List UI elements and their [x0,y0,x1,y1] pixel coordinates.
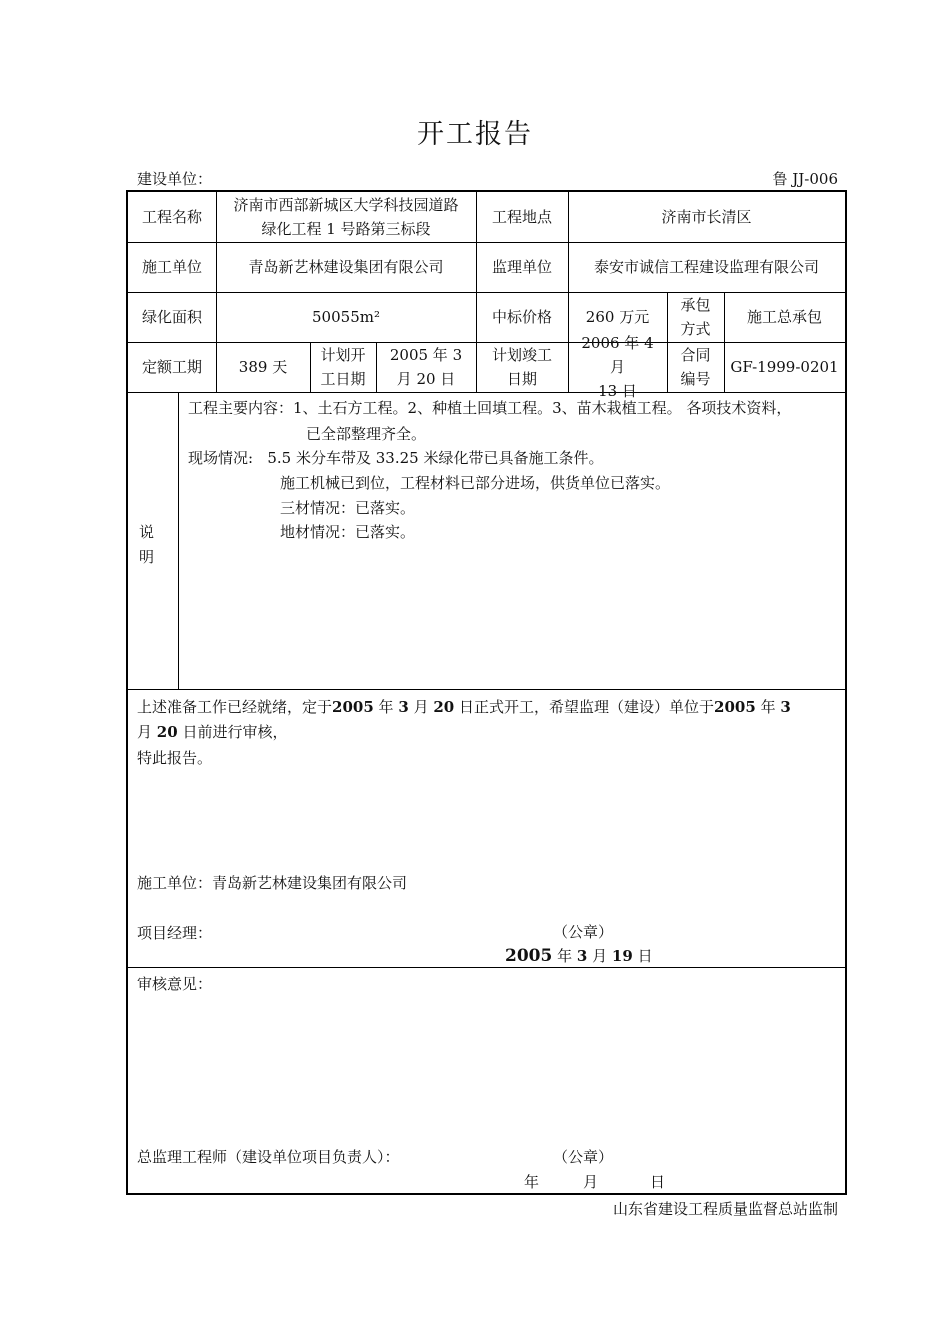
contractor-value: 青岛新艺林建设集团有限公司 [248,258,444,276]
notes-site-3: 三材情况：已落实。 [280,499,416,517]
report-text: 日前进行审核， [182,723,288,741]
report-text: 年 [378,698,394,716]
plan-start-label [310,342,376,392]
report-statement-line1 [137,695,791,719]
location-label: 工程地点 [491,208,552,226]
contract-type-label-1: 承包 [680,296,711,314]
report-month: 3 [780,698,791,716]
document-title: 开工报告 [417,119,533,150]
contract-no-label [667,342,724,392]
plan-end-label-2: 日期 [506,370,537,388]
report-text: 月 [413,698,429,716]
review-date-month: 月 [583,1173,599,1191]
report-closing: 特此报告。 [137,749,213,767]
report-date [505,944,653,968]
plan-start-value-2: 月 20 日 [396,370,456,388]
area-label: 绿化面积 [141,308,202,326]
section-divider [128,689,845,690]
plan-start-value [376,342,476,392]
form-code: 鲁 JJ-006 [772,170,838,188]
project-manager-label: 项目经理： [137,924,213,942]
report-day: 20 [156,723,178,741]
report-statement-line2 [137,720,287,744]
contractor-label: 施工单位 [141,258,202,276]
contract-no-label-1: 合同 [680,346,711,364]
notes-label-2: 明 [139,548,155,566]
notes-main-content-cont: 已全部整理齐全。 [306,425,427,443]
footer-issuer: 山东省建设工程质量监督总站监制 [612,1200,838,1218]
contract-no-label-2: 编号 [680,370,711,388]
review-date-year: 年 [524,1173,540,1191]
report-text: 年 [760,698,776,716]
col-divider [178,392,179,689]
contract-type-label [667,292,724,342]
report-text: 上述准备工作已经就绪，定于 [137,698,333,716]
supervisor-value: 泰安市诚信工程建设监理有限公司 [593,258,819,276]
contract-type-value: 施工总承包 [746,308,822,326]
report-date-text: 日 [637,947,653,965]
report-date-text: 年 [557,947,573,965]
report-date-year: 2005 [505,946,553,966]
area-value: 50055m² [312,308,380,326]
notes-site-1: 现场情况: 5.5 米分车带及 33.25 米绿化带已具备施工条件。 [188,449,604,467]
report-date-day: 19 [611,947,633,965]
notes-site-4: 地材情况：已落实。 [280,523,416,541]
notes-site-2: 施工机械已到位，工程材料已部分进场，供货单位已落实。 [280,474,671,492]
project-name-line1: 济南市西部新城区大学科技园道路 [233,196,459,214]
project-name [216,192,476,242]
supervisor-label: 监理单位 [491,258,552,276]
report-date-month: 3 [576,947,588,965]
notes-main-content: 工程主要内容：1、土石方工程。2、种植土回填工程。3、苗木栽植工程。 各项技术资料， [188,399,792,417]
report-month: 3 [398,698,409,716]
report-contractor: 施工单位：青岛新艺林建设集团有限公司 [137,874,408,892]
plan-start-label-2: 工日期 [320,370,366,388]
contract-type-label-2: 方式 [680,320,711,338]
bid-price-value: 260 万元 [585,308,650,326]
report-seal: （公章） [553,923,614,941]
plan-start-value-1: 2005 年 3 [389,346,463,364]
report-year: 2005 [714,698,756,716]
section-divider [128,967,845,968]
bid-price-label: 中标价格 [491,308,552,326]
report-date-text: 月 [592,947,608,965]
quota-period-label: 定额工期 [141,358,202,376]
project-name-label: 工程名称 [141,208,202,226]
report-form [126,190,847,1195]
plan-end-label [476,342,568,392]
chief-engineer-label: 总监理工程师（建设单位项目负责人）： [137,1148,400,1166]
report-day: 20 [433,698,455,716]
plan-end-value-1: 2006 年 4 月 [581,334,654,376]
plan-end-label-1: 计划竣工 [491,346,552,364]
plan-end-value-2: 13 日 [598,382,637,400]
row-divider [128,392,845,393]
quota-period-value: 389 天 [238,358,288,376]
location-value: 济南市长清区 [661,208,752,226]
review-opinion-label: 审核意见： [137,975,213,993]
owner-label: 建设单位： [137,170,213,188]
report-year: 2005 [332,698,374,716]
report-text: 日正式开工，希望监理（建设）单位于 [459,698,715,716]
notes-label-1: 说 [139,523,155,541]
review-seal: （公章） [553,1148,614,1166]
plan-start-label-1: 计划开 [320,346,366,364]
project-name-line2: 绿化工程 1 号路第三标段 [261,220,431,238]
review-date-day: 日 [650,1173,666,1191]
report-text: 月 [137,723,153,741]
contract-no-value: GF-1999-0201 [730,358,839,376]
plan-end-value [568,334,667,400]
